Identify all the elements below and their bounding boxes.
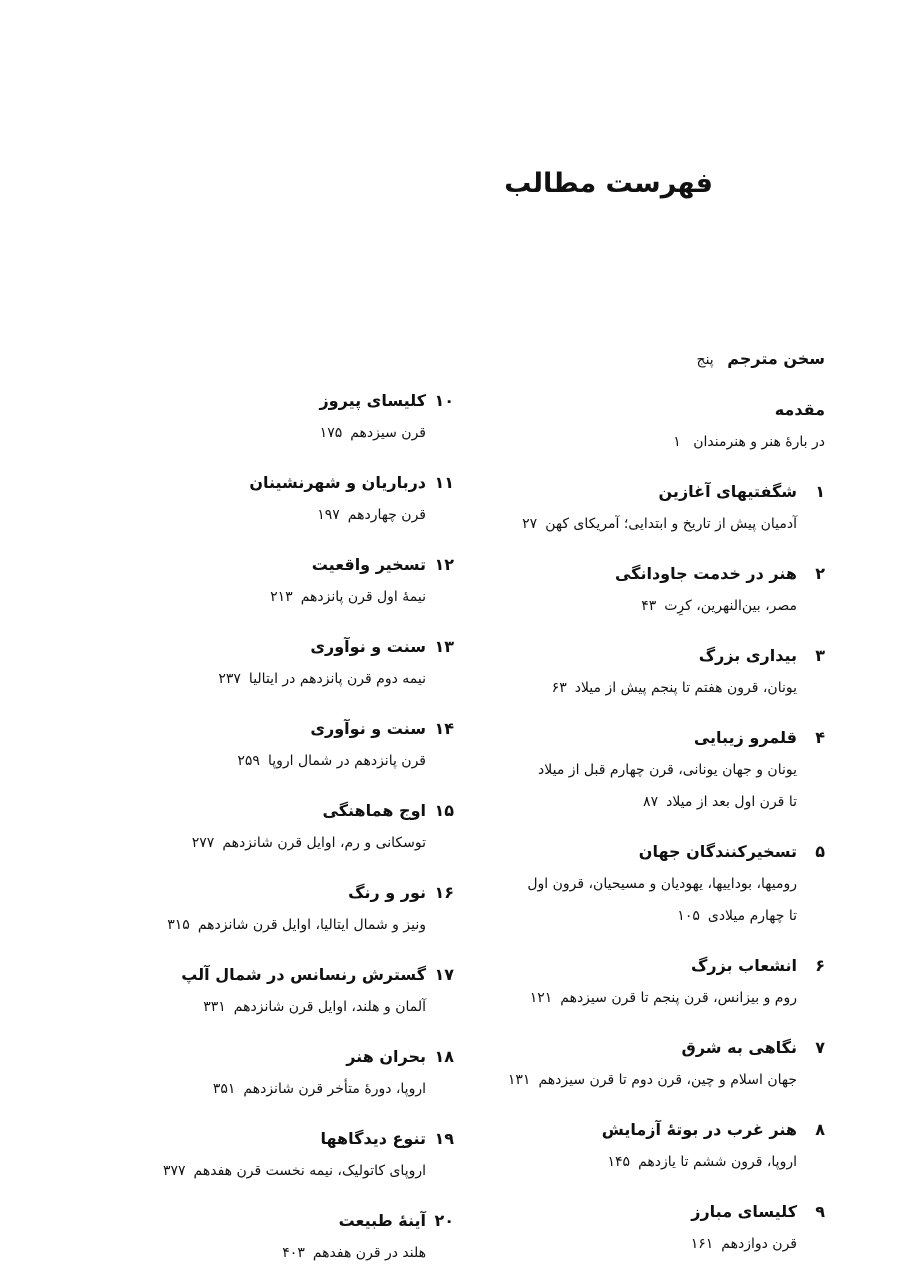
chapter-title: بیداری بزرگ <box>698 646 797 665</box>
toc-entry-chapter[interactable] <box>94 713 454 777</box>
toc-entry-chapter[interactable] <box>485 950 825 1014</box>
chapter-page-number: ۱۴۵ <box>607 1154 631 1170</box>
chapter-page-number: ۴۰۳ <box>282 1245 305 1261</box>
chapter-title: تسخیرکنندگان جهان <box>638 842 797 861</box>
chapter-page-number: ۲۳۷ <box>218 671 241 687</box>
chapter-title: بحران هنر <box>346 1047 426 1066</box>
toc-entry-chapter[interactable] <box>94 467 454 531</box>
chapter-number: ۱۷ <box>434 965 454 984</box>
chapter-subtitle: جهان اسلام و چین، قرن دوم تا قرن سیزدهم <box>538 1072 797 1088</box>
chapter-number: ۱ <box>815 482 825 501</box>
chapter-subtitle: یونان، قرون هفتم تا پنجم پیش از میلاد <box>574 680 797 696</box>
chapter-page-number: ۱۶۱ <box>690 1236 714 1252</box>
chapter-title: کلیسای پیروز <box>319 391 426 410</box>
chapter-subtitle: اروپای کاتولیک، نیمه نخست قرن هفدهم <box>193 1163 426 1179</box>
toc-entry-chapter[interactable] <box>485 836 825 932</box>
chapter-number: ۶ <box>815 956 825 975</box>
chapter-title: آینهٔ طبیعت <box>338 1211 426 1230</box>
chapter-subtitle: قرن پانزدهم در شمال اروپا <box>267 753 426 769</box>
chapter-page-number: ۲۵۹ <box>237 753 260 769</box>
toc-entry-chapter[interactable] <box>94 1205 454 1269</box>
chapter-subtitle: تا چهارم میلادی <box>707 908 797 924</box>
chapter-number: ۱۵ <box>434 801 454 820</box>
chapter-page-number: ۴۳ <box>641 598 657 614</box>
entry-page: پنج <box>696 352 714 368</box>
chapter-subtitle: نیمه دوم قرن پانزدهم در ایتالیا <box>248 671 426 687</box>
toc-entry-introduction[interactable] <box>485 394 825 458</box>
chapter-title: نور و رنگ <box>348 883 426 902</box>
chapter-page-number: ۶۳ <box>551 680 567 696</box>
chapter-number: ۱۱ <box>434 473 454 492</box>
chapter-page-number: ۱۰۵ <box>677 908 700 924</box>
chapter-subtitle: نیمهٔ اول قرن پانزدهم <box>300 589 426 605</box>
toc-entry-chapter[interactable] <box>94 1123 454 1187</box>
chapter-title: هنر غرب در بوتهٔ آزمایش <box>601 1120 797 1139</box>
chapter-subtitle: ونیز و شمال ایتالیا، اوایل قرن شانزدهم <box>197 917 426 933</box>
chapter-subtitle: توسکانی و رم، اوایل قرن شانزدهم <box>222 835 426 851</box>
chapter-number: ۲۰ <box>434 1211 454 1230</box>
chapter-subtitle: آدمیان پیش از تاریخ و ابتدایی؛ آمریکای کهن <box>545 516 797 532</box>
toc-entry-chapter[interactable] <box>485 640 825 704</box>
entry-page: ۱ <box>673 434 681 450</box>
chapter-number: ۱۰ <box>434 391 454 410</box>
chapter-subtitle: رومیها، بوداییها، یهودیان و مسیحیان، قرون اول <box>527 876 797 892</box>
toc-entry-chapter[interactable] <box>94 795 454 859</box>
chapter-title: انشعاب بزرگ <box>690 956 797 975</box>
chapter-title: هنر در خدمت جاودانگی <box>614 564 797 583</box>
chapter-title: نگاهی به شرق <box>681 1038 797 1057</box>
chapter-page-number: ۲۷ <box>522 516 538 532</box>
chapter-page-number: ۲۱۳ <box>270 589 293 605</box>
chapter-subtitle: مصر، بین‌النهرین، کرِت <box>664 598 797 614</box>
chapter-number: ۲ <box>815 564 825 583</box>
chapter-subtitle: قرن سیزدهم <box>350 425 426 441</box>
chapter-number: ۹ <box>815 1202 825 1221</box>
chapter-subtitle: قرن چهاردهم <box>347 507 426 523</box>
toc-entry-chapter[interactable] <box>94 631 454 695</box>
chapter-subtitle: هلند در قرن هفدهم <box>312 1245 426 1261</box>
toc-entry-translator-note[interactable] <box>485 343 825 376</box>
chapter-number: ۱۲ <box>434 555 454 574</box>
toc-entry-chapter[interactable] <box>94 877 454 941</box>
chapter-page-number: ۸۷ <box>643 794 659 810</box>
toc-entry-chapter[interactable] <box>94 1041 454 1105</box>
chapter-subtitle: تا قرن اول بعد از میلاد <box>666 794 797 810</box>
toc-entry-chapter[interactable] <box>485 476 825 540</box>
toc-entry-chapter[interactable] <box>94 385 454 449</box>
chapter-page-number: ۱۷۵ <box>319 425 343 441</box>
chapter-subtitle: اروپا، قرون ششم تا یازدهم <box>638 1154 797 1170</box>
chapter-number: ۱۹ <box>434 1129 454 1148</box>
entry-title: مقدمه <box>774 400 825 419</box>
toc-column-left <box>94 385 454 1287</box>
toc-entry-chapter[interactable] <box>94 959 454 1023</box>
toc-entry-chapter[interactable] <box>485 558 825 622</box>
toc-entry-chapter[interactable] <box>485 722 825 818</box>
chapter-title: گسترش رنسانس در شمال آلپ <box>181 965 426 984</box>
chapter-title: سنت و نوآوری <box>310 637 426 656</box>
toc-column-right <box>485 343 825 1278</box>
toc-entry-chapter[interactable] <box>485 1196 825 1260</box>
chapter-subtitle: اروپا، دورهٔ متأخر قرن شانزدهم <box>243 1081 426 1097</box>
chapter-subtitle: آلمان و هلند، اوایل قرن شانزدهم <box>233 999 426 1015</box>
chapter-title: قلمرو زیبایی <box>693 728 797 747</box>
chapter-number: ۱۸ <box>434 1047 454 1066</box>
chapter-number: ۴ <box>815 728 825 747</box>
page-title: فهرست مطالب <box>504 168 713 199</box>
chapter-number: ۸ <box>815 1120 825 1139</box>
chapter-title: کلیسای مبارز <box>691 1202 797 1221</box>
chapter-subtitle: روم و بیزانس، قرن پنجم تا قرن سیزدهم <box>560 990 797 1006</box>
chapter-subtitle: قرن دوازدهم <box>721 1236 797 1252</box>
toc-entry-chapter[interactable] <box>485 1114 825 1178</box>
chapter-title: تنوع دیدگاهها <box>320 1129 426 1148</box>
entry-title: سخن مترجم <box>727 349 825 368</box>
chapter-page-number: ۳۵۱ <box>212 1081 236 1097</box>
chapter-title: سنت و نوآوری <box>310 719 426 738</box>
entry-subtitle: در بارهٔ هنر و هنرمندان <box>693 434 825 450</box>
chapter-title: شگفتیهای آغازین <box>658 482 797 501</box>
chapter-number: ۱۶ <box>434 883 454 902</box>
chapter-page-number: ۱۳۱ <box>507 1072 531 1088</box>
chapter-title: اوج هماهنگی <box>322 801 426 820</box>
chapter-number: ۱۴ <box>434 719 454 738</box>
chapter-page-number: ۳۱۵ <box>167 917 190 933</box>
chapter-page-number: ۳۳۱ <box>203 999 226 1015</box>
chapter-page-number: ۱۲۱ <box>529 990 553 1006</box>
chapter-title: درباریان و شهرنشینان <box>249 473 426 492</box>
chapter-number: ۱۳ <box>434 637 454 656</box>
chapter-page-number: ۲۷۷ <box>191 835 215 851</box>
chapter-subtitle: یونان و جهان یونانی، قرن چهارم قبل از میلاد <box>538 762 797 778</box>
chapter-title: تسخیر واقعیت <box>311 555 426 574</box>
chapter-page-number: ۱۹۷ <box>317 507 340 523</box>
toc-entry-chapter[interactable] <box>94 549 454 613</box>
chapter-number: ۵ <box>815 842 825 861</box>
chapter-number: ۳ <box>815 646 825 665</box>
toc-entry-chapter[interactable] <box>485 1032 825 1096</box>
chapter-page-number: ۳۷۷ <box>162 1163 186 1179</box>
chapter-number: ۷ <box>815 1038 825 1057</box>
